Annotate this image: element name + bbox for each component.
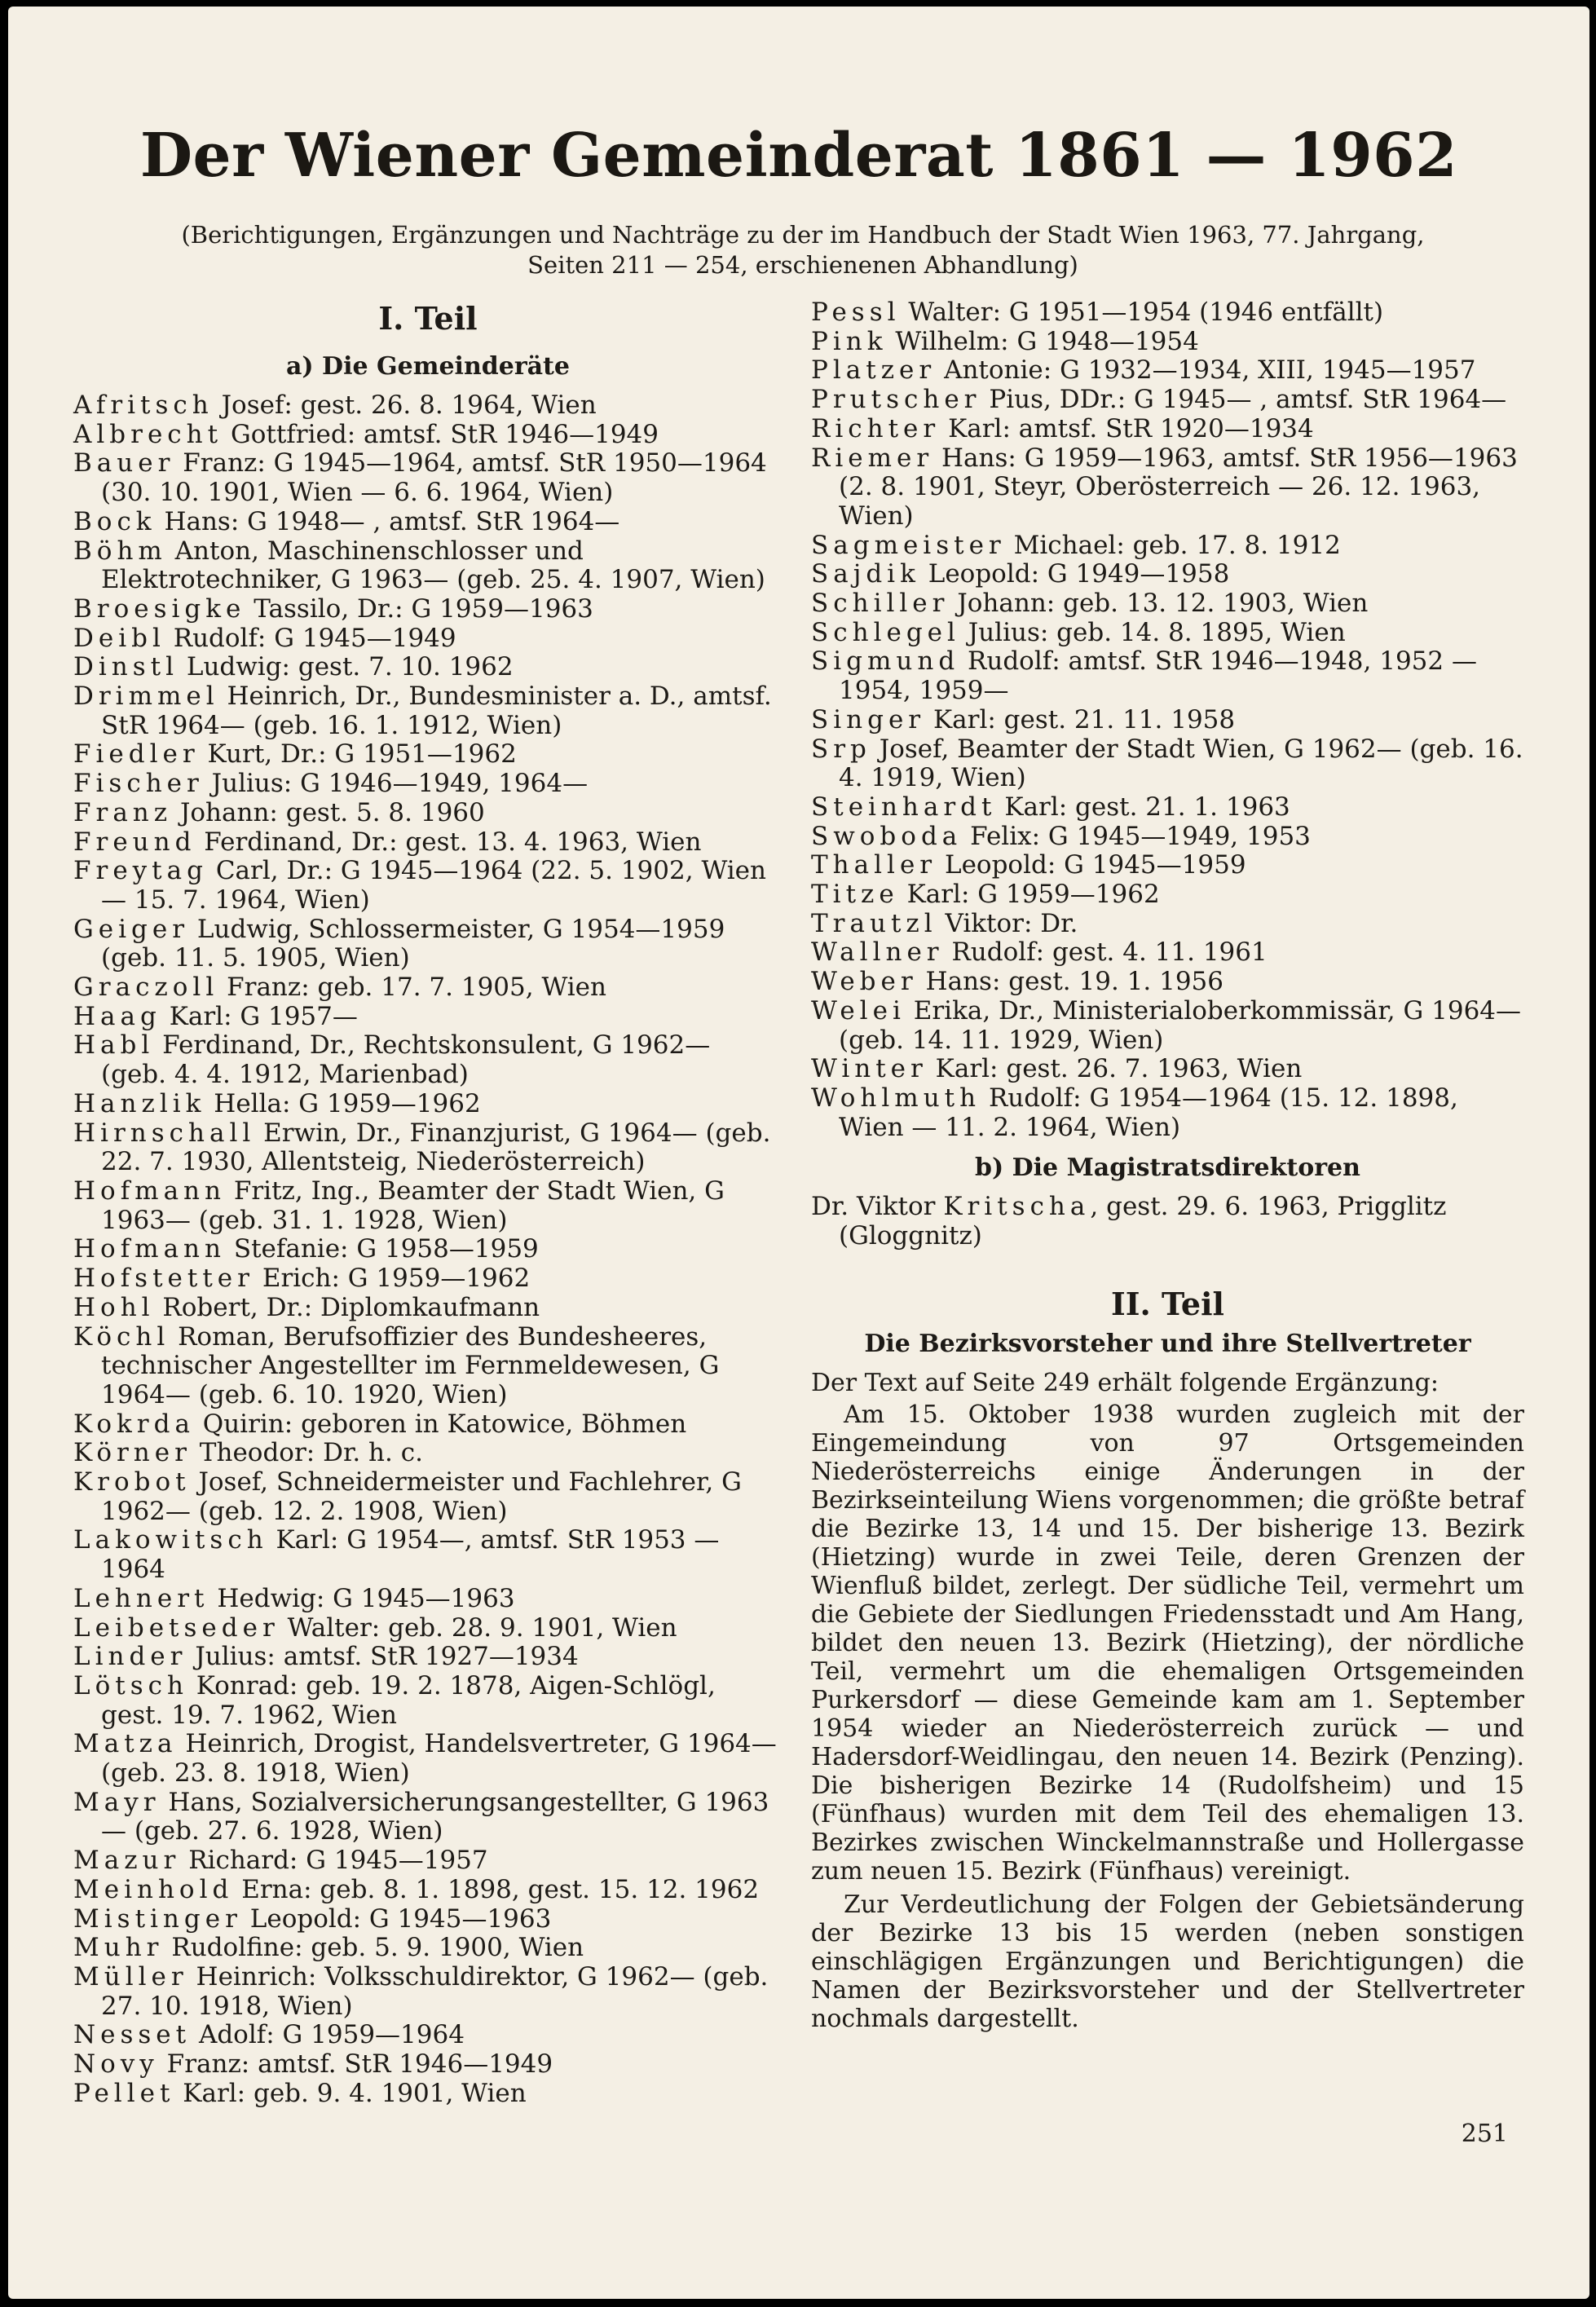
entry-text: Konrad: geb. 19. 2. 1878, Aigen-Schlögl, gest. 19. 7. 1962, Wien [101, 1670, 716, 1730]
list-item [811, 328, 1524, 357]
entry-name: Sagmeister [811, 530, 1006, 560]
entry-text: Franz: geb. 17. 7. 1905, Wien [218, 973, 606, 1003]
entry-text: Rudolf: G 1954—1964 (15. 12. 1898, Wien — 11. 2. 1964, Wien) [839, 1083, 1458, 1142]
entry-text: Rudolf: amtsf. StR 1946—1948, 1952 —1954, 1959— [839, 646, 1477, 706]
list-item [73, 1031, 783, 1089]
subtitle [122, 220, 1484, 280]
entry-text: Karl: amtsf. StR 1920—1934 [940, 413, 1314, 443]
list-item [811, 910, 1524, 939]
entry-text: Karl: gest. 21. 1. 1963 [996, 792, 1290, 822]
part-heading: II. Teil [1111, 1285, 1224, 1322]
entry-text: Rudolf: G 1945—1949 [165, 623, 456, 653]
entry-text: Heinrich, Drogist, Handelsvertreter, G 1964— (geb. 23. 8. 1918, Wien) [101, 1729, 777, 1789]
entry-name: Haag [73, 1001, 161, 1031]
entry-name: Wallner [811, 937, 944, 968]
list-item [73, 770, 783, 799]
entry-name: Wohlmuth [811, 1083, 981, 1113]
list-item [811, 560, 1524, 589]
entry-text: Josef, Beamter der Stadt Wien, G 1962— (geb. 16. 4. 1919, Wien) [839, 734, 1523, 793]
entry-name: Winter [811, 1054, 928, 1084]
entry-text: Ludwig: gest. 7. 10. 1962 [179, 652, 514, 682]
entry-name: Kritscha [943, 1192, 1091, 1222]
entry-name: Trautzl [811, 908, 937, 938]
list-item [73, 624, 783, 654]
list-item [73, 1264, 783, 1294]
list-item [811, 298, 1524, 328]
page-title: Der Wiener Gemeinderat 1861 — 1962 [139, 121, 1458, 191]
list-item [811, 823, 1524, 852]
entry-text: Rudolfine: geb. 5. 9. 1900, Wien [163, 1933, 584, 1963]
entry-text: Karl: G 1959—1962 [898, 880, 1160, 910]
entry-text: Gottfried: amtsf. StR 1946—1949 [223, 419, 659, 449]
list-item [811, 880, 1524, 910]
entry-prefix: Dr. Viktor [811, 1192, 944, 1222]
entry-name: Broesigke [73, 593, 246, 624]
list-item [73, 915, 783, 973]
entry-name: Thaller [811, 850, 937, 880]
entry-name: Hohl [73, 1292, 155, 1322]
list-item [73, 1730, 783, 1788]
entry-name: Srp [811, 734, 871, 764]
entry-text: Franz: amtsf. StR 1946—1949 [158, 2049, 553, 2080]
list-item [73, 1614, 783, 1643]
entry-text: Leopold: G 1945—1963 [241, 1903, 552, 1934]
paragraph: Am 15. Oktober 1938 wurden zugleich mit der Eingemeindung von 97 Ortsgemeinden Niederösterreichs einige Änderungen in der Bezirkseinteilung Wiens vorgenommen; die größte betraf die Bezirke 13, 14 und 15. Der bisherige 13. Bezirk (Hietzing) wurde in zwei Teile, deren Grenzen der Wienfluß bildet, zerlegt. Der südliche Teil, vermehrt um die Gebiete der Siedlungen Friedensstadt und Am Hang, bildet den neuen 13. Bezirk (Hietzing), der nördliche Teil, vermehrt um die ehemaligen Ortsgemeinden Purkersdorf — diese Gemeinde kam am 1. September 1954 wieder an Niederösterreich zurück — und Hadersdorf-Weidlingau, den neuen 14. Bezirk (Penzing). Die bisherigen Bezirke 14 (Rudolfsheim) und 15 (Fünfhaus) wurden mit dem Teil des ehemaligen 13. Bezirkes zwischen Winckelmannstraße und Hollergasse zum neuen 15. Bezirk (Fünfhaus) vereinigt. [811, 1400, 1524, 1886]
list-item [73, 1177, 783, 1235]
entry-name: Fiedler [73, 739, 200, 770]
entry-text: Franz: G 1945—1964, amtsf. StR 1950—1964 (30. 10. 1901, Wien — 6. 6. 1964, Wien) [101, 448, 767, 508]
list-item [811, 997, 1524, 1055]
entry-name: Lakowitsch [73, 1525, 268, 1555]
entry-name: Franz [73, 797, 173, 827]
entry-name: Bock [73, 506, 157, 536]
entry-name: Platzer [811, 355, 937, 386]
entry-name: Welei [811, 995, 906, 1026]
entry-text: Michael: geb. 17. 8. 1912 [1005, 530, 1341, 560]
entry-name: Leibetseder [73, 1612, 280, 1643]
entry-text: Roman, Berufsoffizier des Bundesheeres, technischer Angestellter im Fernmeldewesen, G 1964— (geb. 6. 10. 1920, Wien) [101, 1321, 720, 1409]
left-column [73, 298, 783, 2108]
body-text [811, 1401, 1524, 2033]
entry-text: Josef, Schneidermeister und Fachlehrer, G 1962— (geb. 12. 2. 1908, Wien) [101, 1467, 742, 1526]
list-item [73, 421, 783, 450]
entry-name: Hirnschall [73, 1118, 256, 1148]
list-item [73, 740, 783, 770]
list-item [73, 2050, 783, 2080]
entry-name: Nesset [73, 2020, 192, 2050]
entry-name: Novy [73, 2049, 159, 2080]
entry-text: Carl, Dr.: G 1945—1964 (22. 5. 1902, Wien — 15. 7. 1964, Wien) [101, 856, 766, 915]
list-item [811, 793, 1524, 823]
entry-text: Karl: gest. 26. 7. 1963, Wien [927, 1054, 1303, 1084]
entry-text: Julius: amtsf. StR 1927—1934 [187, 1642, 579, 1672]
list-item [73, 1468, 783, 1526]
list-item [73, 1643, 783, 1672]
entry-text: Ferdinand, Dr., Rechtskonsulent, G 1962— (geb. 4. 4. 1912, Marienbad) [101, 1030, 711, 1090]
entry-name: Dinstl [73, 652, 179, 682]
entry-name: Pink [811, 326, 888, 356]
list-item [73, 449, 783, 507]
entry-text: Julius: G 1946—1949, 1964— [203, 769, 589, 799]
list-item [811, 532, 1524, 561]
entry-name: Steinhardt [811, 792, 997, 822]
subtitle-line: Seiten 211 — 254, erschienenen Abhandlung) [527, 251, 1078, 279]
entry-text: Erwin, Dr., Finanzjurist, G 1964— (geb. 22. 7. 1930, Allentsteig, Niederösterreich) [101, 1118, 771, 1177]
list-item [811, 735, 1524, 793]
list-item [73, 799, 783, 828]
entry-text: Fritz, Ing., Beamter der Stadt Wien, G 1963— (geb. 31. 1. 1928, Wien) [101, 1176, 725, 1235]
entry-name: Körner [73, 1438, 192, 1468]
entry-text: Johann: gest. 5. 8. 1960 [172, 797, 485, 827]
entry-text: Johann: geb. 13. 12. 1903, Wien [949, 589, 1369, 619]
document-page [8, 7, 1589, 2299]
entry-text: Pius, DDr.: G 1945— , amtsf. StR 1964— [981, 385, 1507, 415]
entry-name: Müller [73, 1961, 188, 1992]
list-item [73, 1235, 783, 1264]
entry-name: Albrecht [73, 419, 223, 449]
entry-text: Robert, Dr.: Diplomkaufmann [154, 1292, 540, 1322]
section-heading: Die Bezirksvorsteher und ihre Stellvertreter [864, 1329, 1471, 1358]
list-item [811, 1055, 1524, 1084]
entry-name: Drimmel [73, 682, 219, 712]
list-item [73, 1963, 783, 2021]
gemeinderaete-list-continued [811, 298, 1524, 1142]
entry-text: Kurt, Dr.: G 1951—1962 [199, 739, 517, 770]
entry-name: Graczoll [73, 973, 219, 1003]
entry-text: Karl: G 1957— [161, 1001, 358, 1031]
list-item [73, 1119, 783, 1177]
entry-name: Hofmann [73, 1176, 226, 1206]
entry-text: Walter: geb. 28. 9. 1901, Wien [279, 1612, 677, 1643]
list-item [73, 595, 783, 624]
lead-text: Der Text auf Seite 249 erhält folgende Ergänzung: [811, 1368, 1439, 1397]
entry-name: Sajdik [811, 559, 920, 589]
entry-text: Hans: gest. 19. 1. 1956 [917, 967, 1223, 997]
entry-text: Erna: geb. 8. 1. 1898, gest. 15. 12. 1962 [233, 1874, 760, 1904]
list-item [73, 1526, 783, 1584]
list-item [73, 1323, 783, 1410]
entry-name: Pessl [811, 298, 901, 327]
entry-text: Antonie: G 1932—1934, XIII, 1945—1957 [936, 355, 1476, 386]
entry-text: Leopold: G 1949—1958 [919, 559, 1230, 589]
entry-text: Erich: G 1959—1962 [254, 1264, 531, 1294]
list-item [811, 647, 1524, 705]
entry-text: Hans: G 1959—1963, amtsf. StR 1956—1963 (2. 8. 1901, Steyr, Oberösterreich — 26. 12. 1963, Wien) [839, 443, 1518, 531]
entry-text: Adolf: G 1959—1964 [191, 2020, 465, 2050]
entry-name: Kokrda [73, 1409, 195, 1439]
list-item [73, 1003, 783, 1032]
entry-name: Lehnert [73, 1583, 209, 1613]
list-item [73, 828, 783, 858]
entry-text: Josef: gest. 26. 8. 1964, Wien [213, 390, 597, 420]
section-heading: b) Die Magistratsdirektoren [975, 1154, 1360, 1183]
entry-text: Erika, Dr., Ministerialoberkommissär, G 1964— (geb. 14. 11. 1929, Wien) [839, 995, 1522, 1055]
entry-text: Heinrich: Volksschuldirektor, G 1962— (geb. 27. 10. 1918, Wien) [101, 1961, 769, 2021]
entry-text: Heinrich, Dr., Bundesminister a. D., amtsf. StR 1964— (geb. 16. 1. 1912, Wien) [101, 682, 772, 740]
entry-text: Ludwig, Schlossermeister, G 1954—1959 (geb. 11. 5. 1905, Wien) [101, 914, 725, 973]
list-item [73, 1585, 783, 1614]
entry-name: Hanzlik [73, 1088, 206, 1118]
list-item [73, 2080, 783, 2109]
entry-name: Pellet [73, 2078, 175, 2108]
list-item [811, 619, 1524, 648]
list-item [73, 1410, 783, 1440]
entry-name: Köchl [73, 1321, 170, 1352]
entry-name: Singer [811, 704, 926, 734]
entry-name: Titze [811, 880, 899, 910]
list-item [73, 682, 783, 740]
entry-name: Weber [811, 967, 918, 997]
list-item [811, 851, 1524, 880]
list-item [73, 973, 783, 1003]
section-heading: a) Die Gemeinderäte [285, 352, 571, 381]
entry-text: Hella: G 1959—1962 [205, 1088, 481, 1118]
entry-text: Hans: G 1948— , amtsf. StR 1964— [156, 506, 620, 536]
entry-text: Walter: G 1951—1954 (1946 entfällt) [900, 298, 1384, 327]
entry-name: Fischer [73, 769, 204, 799]
list-item [73, 857, 783, 915]
entry-name: Swoboda [811, 821, 963, 851]
list-item [73, 1876, 783, 1905]
page-number: 251 [1461, 2120, 1508, 2148]
entry-text: Anton, Maschinenschlosser und Elektrotechniker, G 1963— (geb. 25. 4. 1907, Wien) [101, 536, 765, 595]
list-item [73, 653, 783, 682]
entry-name: Muhr [73, 1933, 164, 1963]
entry-name: Schiller [811, 589, 950, 619]
entry-text: Julius: geb. 14. 8. 1895, Wien [959, 617, 1346, 647]
entry-name: Sigmund [811, 646, 960, 677]
list-item [811, 1084, 1524, 1142]
entry-name: Matza [73, 1729, 178, 1759]
list-item [811, 706, 1524, 735]
entry-name: Habl [73, 1030, 155, 1061]
entry-text: Felix: G 1945—1949, 1953 [962, 821, 1311, 851]
entry-text: Richard: G 1945—1957 [180, 1846, 488, 1876]
entry-name: Mayr [73, 1787, 161, 1817]
list-item [73, 1294, 783, 1323]
entry-text: Hedwig: G 1945—1963 [209, 1583, 515, 1613]
list-item [73, 1934, 783, 1963]
entry-name: Krobot [73, 1467, 191, 1498]
list-item [73, 1789, 783, 1846]
entry-text: Viktor: Dr. [937, 908, 1078, 938]
entry-text: Tassilo, Dr.: G 1959—1963 [245, 593, 593, 624]
magistrat-entry [811, 1193, 1524, 1251]
part-heading: I. Teil [378, 300, 478, 337]
list-item [811, 444, 1524, 532]
entry-text: Karl: geb. 9. 4. 1901, Wien [174, 2078, 527, 2108]
entry-text: Stefanie: G 1958—1959 [225, 1234, 539, 1264]
entry-name: Lötsch [73, 1670, 188, 1700]
list-item [73, 537, 783, 595]
entry-text: Karl: G 1954—, amtsf. StR 1953 —1964 [101, 1525, 720, 1585]
entry-text: , gest. 29. 6. 1963, Prigglitz (Gloggnitz) [839, 1192, 1447, 1251]
entry-name: Freund [73, 827, 196, 857]
entry-name: Deibl [73, 623, 165, 653]
list-item [811, 589, 1524, 619]
entry-name: Freytag [73, 856, 208, 886]
entry-text: Hans, Sozialversicherungsangestellter, G 1963— (geb. 27. 6. 1928, Wien) [101, 1787, 769, 1846]
list-item [811, 415, 1524, 444]
entry-name: Hofstetter [73, 1264, 254, 1294]
entry-text: Quirin: geboren in Katowice, Böhmen [194, 1409, 687, 1439]
gemeinderaete-list [73, 391, 783, 2108]
list-item [811, 356, 1524, 386]
entry-name: Böhm [73, 536, 167, 566]
entry-name: Hofmann [73, 1234, 226, 1264]
list-item [73, 1439, 783, 1468]
entry-name: Schlegel [811, 617, 960, 647]
list-item [73, 1672, 783, 1730]
entry-name: Riemer [811, 443, 934, 473]
entry-name: Geiger [73, 914, 190, 944]
list-item [73, 391, 783, 421]
entry-name: Linder [73, 1642, 187, 1672]
list-item [73, 508, 783, 537]
entry-name: Richter [811, 413, 941, 443]
list-item [73, 1905, 783, 1934]
right-column [811, 298, 1524, 2038]
list-item [811, 968, 1524, 997]
entry-name: Afritsch [73, 390, 214, 420]
entry-name: Prutscher [811, 385, 981, 415]
entry-text: Rudolf: gest. 4. 11. 1961 [943, 937, 1268, 968]
list-item [811, 386, 1524, 415]
entry-name: Mistinger [73, 1903, 242, 1934]
list-item [73, 1846, 783, 1876]
paragraph: Zur Verdeutlichung der Folgen der Gebietsänderung der Bezirke 13 bis 15 werden (neben sonstigen einschlägigen Ergänzungen und Berichtigungen) die Namen der Bezirksvorsteher und der Stellvertreter nochmals dargestellt. [811, 1890, 1524, 2033]
list-item [73, 1090, 783, 1119]
entry-text: Leopold: G 1945—1959 [937, 850, 1246, 880]
entry-text: Karl: gest. 21. 11. 1958 [925, 704, 1236, 734]
list-item [73, 2021, 783, 2050]
entry-name: Meinhold [73, 1874, 234, 1904]
entry-text: Wilhelm: G 1948—1954 [887, 326, 1199, 356]
entry-name: Bauer [73, 448, 175, 479]
entry-name: Mazur [73, 1846, 181, 1876]
entry-text: Theodor: Dr. h. c. [191, 1438, 423, 1468]
entry-text: Ferdinand, Dr.: gest. 13. 4. 1963, Wien [196, 827, 702, 857]
list-item [811, 938, 1524, 968]
subtitle-line: (Berichtigungen, Ergänzungen und Nachträge zu der im Handbuch der Stadt Wien 1963, 77. Jahrgang, [181, 221, 1425, 249]
